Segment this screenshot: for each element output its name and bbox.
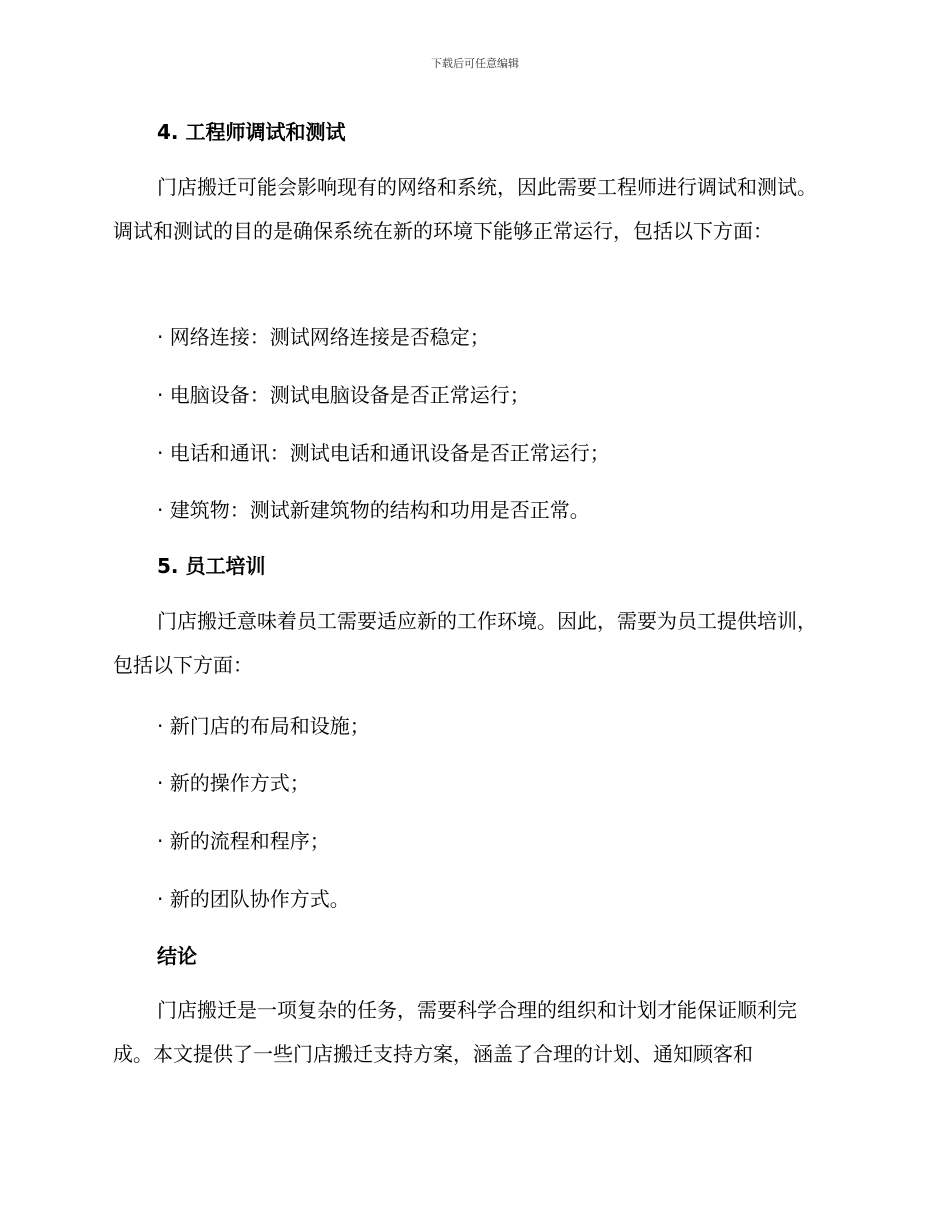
- section-5-bullet: · 新的团队协作方式。: [157, 887, 350, 911]
- section-5-bullet: · 新门店的布局和设施；: [157, 714, 370, 738]
- section-5-bullet: · 新的操作方式；: [157, 771, 310, 795]
- section-4-bullet: · 网络连接：测试网络连接是否稳定；: [157, 325, 490, 349]
- section-4-bullet: · 电脑设备：测试电脑设备是否正常运行；: [157, 383, 530, 407]
- conclusion-paragraph: 门店搬迁是一项复杂的任务，需要科学合理的组织和计划才能保证顺利完成。本文提供了一些门店搬迁支持方案，涵盖了合理的计划、通知顾客和: [113, 998, 797, 1066]
- section-5-bullet: · 新的流程和程序；: [157, 829, 330, 853]
- section-4-bullet: · 建筑物：测试新建筑物的结构和功用是否正常。: [157, 498, 590, 522]
- header-note: 下载后可任意编辑: [431, 57, 519, 70]
- section-4-bullet: · 电话和通讯：测试电话和通讯设备是否正常运行；: [157, 441, 610, 465]
- section-5-paragraph: 门店搬迁意味着员工需要适应新的工作环境。因此，需要为员工提供培训，包括以下方面：: [113, 609, 817, 677]
- section-4-paragraph: 门店搬迁可能会影响现有的网络和系统，因此需要工程师进行调试和测试。调试和测试的目的是确保系统在新的环境下能够正常运行，包括以下方面：: [113, 175, 817, 243]
- conclusion-heading: 结论: [157, 944, 197, 968]
- section-4-heading: 4. 工程师调试和测试: [157, 120, 346, 144]
- section-5-heading: 5. 员工培训: [157, 554, 266, 578]
